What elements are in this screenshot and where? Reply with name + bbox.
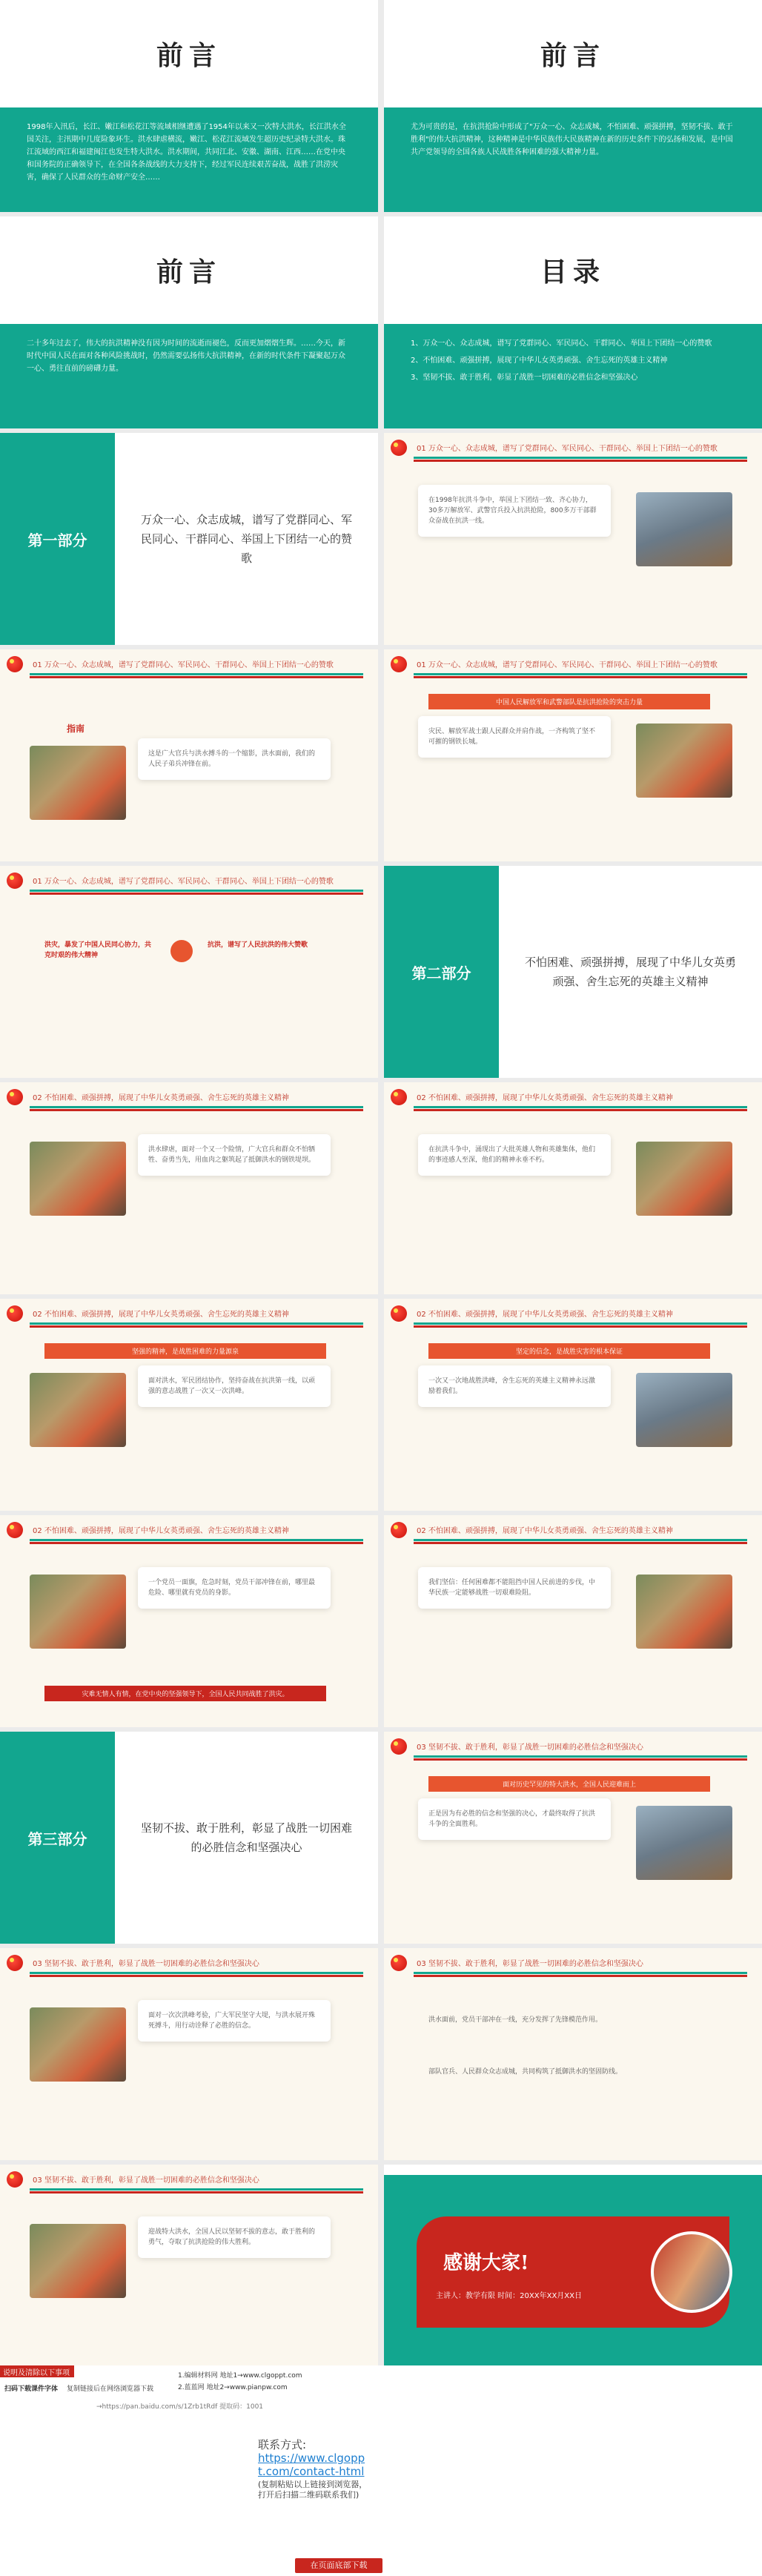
slide-12[interactable] xyxy=(384,1082,762,1294)
slide-title-area xyxy=(0,0,378,107)
header-text: 01 万众一心、众志成城，谱写了党群同心、军民同心、干群同心、举国上下团结一心的赞歌 xyxy=(33,878,334,886)
content-card xyxy=(138,738,331,780)
thanks-title: 感谢大家! xyxy=(443,2252,529,2274)
footnote-bar: 灾难无情人有情，在党中央的坚强领导下，全国人民共同战胜了洪灾。 xyxy=(44,1686,326,1701)
content-text: 在抗洪斗争中，涌现出了大批英雄人物和英雄集体，他们的事迹感人至深，他们的精神永垂不朽。 xyxy=(428,1146,596,1164)
red-heading: 坚定的信念，是战胜灾害的根本保证 xyxy=(428,1343,710,1359)
footer-left-title: 扫码下载课件字体 xyxy=(4,2385,59,2393)
slide-title-area xyxy=(384,216,762,324)
content-text: 洪水肆虐，面对一个又一个险情，广大官兵和群众不怕牺牲、奋勇当先，用血肉之躯筑起了抵御洪水的钢铁堤坝。 xyxy=(148,1146,316,1164)
intro-text: 1998年入汛后，长江、嫩江和松花江等流域相继遭遇了1954年以来又一次特大洪水，长江洪水全国关注，主汛期中几度险象环生。洪水肆虐横流，嫩江、松花江流域发生超历史纪录特大洪水。珠江流域的西江和福建闽江也发生特大洪水。洪水期间，共同江北、安徽、湖南、江西……在党中央和国务院的正确领导下，在全国各条战线的大力支持下，经过军民连续艰苦奋战，战胜了洪涝灾害，确保了人民群众的生命财产安全…… xyxy=(0,107,378,212)
download-button[interactable]: 在页面底部下载 xyxy=(295,2558,382,2573)
contact-label: 联系方式: xyxy=(258,2438,307,2451)
footer-link-1[interactable]: 1.编辑材料网 地址1→www.clgoppt.com xyxy=(178,2372,302,2380)
slide-header xyxy=(384,1732,762,1763)
content-text: 一次又一次地战胜洪峰，舍生忘死的英雄主义精神永远激励着我们。 xyxy=(428,1377,596,1395)
section-label: 第三部分 xyxy=(0,1732,115,1944)
sun-icon xyxy=(391,656,407,672)
header-text: 02 不怕困难、顽强拼搏，展现了中华儿女英勇顽强、舍生忘死的英雄主义精神 xyxy=(417,1094,673,1102)
slide-3[interactable] xyxy=(0,216,378,428)
content-card xyxy=(138,2000,331,2042)
contact-note: (复制粘贴以上链接到浏览器，打开后扫描二维码联系我们) xyxy=(258,2480,368,2500)
slide-6[interactable] xyxy=(384,433,762,645)
content-card xyxy=(418,1567,611,1609)
content-card xyxy=(138,2216,331,2258)
sun-icon xyxy=(391,1089,407,1105)
toc-item[interactable]: 2、不怕困难、顽强拼搏，展现了中华儿女英勇顽强、舍生忘死的英雄主义精神 xyxy=(411,357,668,365)
header-text: 02 不怕困难、顽强拼搏，展现了中华儿女英勇顽强、舍生忘死的英雄主义精神 xyxy=(33,1527,289,1535)
content-photo xyxy=(30,2224,126,2298)
slide-19[interactable] xyxy=(0,1948,378,2160)
content-text: 在1998年抗洪斗争中，举国上下团结一致、齐心协力，30多万解放军、武警官兵投入抗洪抢险，800多万干部群众奋战在抗洪一线。 xyxy=(428,497,597,525)
header-text: 02 不怕困难、顽强拼搏，展现了中华儿女英勇顽强、舍生忘死的英雄主义精神 xyxy=(33,1094,289,1102)
thanks-subtitle: 主讲人：教学有限 时间：20XX年XX月XX日 xyxy=(436,2292,583,2300)
content-photo xyxy=(636,1142,732,1216)
slide-title-area xyxy=(0,216,378,324)
header-text: 01 万众一心、众志成城，谱写了党群同心、军民同心、干群同心、举国上下团结一心的赞歌 xyxy=(417,445,718,453)
content-photo xyxy=(30,1575,126,1649)
content-photo xyxy=(30,746,126,820)
sun-icon xyxy=(391,440,407,456)
content-card xyxy=(418,485,611,537)
sun-icon xyxy=(7,1522,23,1538)
content-text: 迎战特大洪水，全国人民以坚韧不拔的意志，敢于胜利的勇气，夺取了抗洪抢险的伟大胜利。 xyxy=(148,2228,316,2246)
footer-pan-link[interactable]: →https://pan.baidu.com/s/1Zrb1tRdf 提取码：1001 xyxy=(96,2403,264,2411)
content-card xyxy=(138,1365,331,1407)
slide-header xyxy=(384,433,762,464)
sun-icon xyxy=(7,1089,23,1105)
content-photo xyxy=(30,2007,126,2082)
header-text: 01 万众一心、众志成城，谱写了党群同心、军民同心、干群同心、举国上下团结一心的赞歌 xyxy=(417,661,718,669)
intro-text: 二十多年过去了，伟大的抗洪精神没有因为时间的流逝而褪色，反而更加熠熠生辉。……今天，新时代中国人民在面对各种风险挑战时，仍然需要弘扬伟大抗洪精神，在新的时代条件下凝聚起万众一心、勇往直前的磅礴力量。 xyxy=(0,324,378,428)
slide-header xyxy=(384,649,762,681)
sun-icon xyxy=(391,1955,407,1971)
sun-icon xyxy=(391,1522,407,1538)
content-photo xyxy=(636,492,732,566)
content-text: 一个党员一面旗，危急时刻，党员干部冲锋在前，哪里最危险、哪里就有党员的身影。 xyxy=(148,1579,316,1597)
sun-icon xyxy=(391,1305,407,1322)
section-heading: 不怕困难、顽强拼搏，展现了中华儿女英勇顽强、舍生忘死的英雄主义精神 xyxy=(499,866,762,1078)
contact-url[interactable]: https://www.clgoppt.com/contact-html xyxy=(258,2451,365,2478)
content-text: 正是因为有必胜的信念和坚强的决心，才最终取得了抗洪斗争的全面胜利。 xyxy=(428,1810,596,1828)
contact-block xyxy=(258,2438,369,2500)
slide-title: 前言 xyxy=(540,40,606,71)
content-photo xyxy=(636,1373,732,1447)
section-heading: 万众一心、众志成城，谱写了党群同心、军民同心、干群同心、举国上下团结一心的赞歌 xyxy=(115,433,378,645)
slide-13[interactable] xyxy=(0,1299,378,1511)
slide-7[interactable] xyxy=(0,649,378,861)
slide-header xyxy=(0,1948,378,1979)
intro-text: 尤为可贵的是，在抗洪抢险中形成了"万众一心、众志成城，不怕困难、顽强拼搏，坚韧不拔、敢于胜利"的伟大抗洪精神，这种精神是中华民族伟大民族精神在新的历史条件下的弘扬和发展，是中国共产党领导的全国各族人民战胜各种困难的强大精神力量。 xyxy=(384,107,762,212)
slide-header xyxy=(0,649,378,681)
header-text: 03 坚韧不拔、敢于胜利，彰显了战胜一切困难的必胜信念和坚强决心 xyxy=(33,1960,259,1968)
notice-bar: 说明及清除以下事项 xyxy=(0,2365,74,2377)
slide-17[interactable] xyxy=(0,1732,378,1944)
content-photo xyxy=(636,1806,732,1880)
slide-title: 目录 xyxy=(540,256,606,288)
slide-15[interactable] xyxy=(0,1515,378,1727)
content-card xyxy=(418,716,611,758)
sun-icon xyxy=(7,656,23,672)
content-photo xyxy=(636,1575,732,1649)
footer-left-sub: 复制链接后在网络浏览器下载 xyxy=(67,2385,154,2393)
sun-icon xyxy=(7,2171,23,2188)
red-heading: 中国人民解放军和武警部队是抗洪抢险的突击力量 xyxy=(428,694,710,709)
slide-18[interactable] xyxy=(384,1732,762,1944)
header-text: 03 坚韧不拔、敢于胜利，彰显了战胜一切困难的必胜信念和坚强决心 xyxy=(33,2176,259,2185)
slide-title: 前言 xyxy=(156,40,222,71)
content-photo xyxy=(30,1142,126,1216)
red-heading: 面对历史罕见的特大洪水，全国人民迎难而上 xyxy=(428,1776,710,1792)
slide-8[interactable] xyxy=(384,649,762,861)
header-text: 03 坚韧不拔、敢于胜利，彰显了战胜一切困难的必胜信念和坚强决心 xyxy=(417,1960,643,1968)
sun-icon xyxy=(7,873,23,889)
slide-10[interactable] xyxy=(384,866,762,1078)
slide-5[interactable] xyxy=(0,433,378,645)
center-dot xyxy=(170,940,193,962)
slide-1[interactable] xyxy=(0,0,378,212)
content-card xyxy=(138,1134,331,1176)
left-title: 洪灾，暴发了中国人民同心协力，共克时艰的伟大精神 xyxy=(44,941,152,959)
header-text: 02 不怕困难、顽强拼搏，展现了中华儿女英勇顽强、舍生忘死的英雄主义精神 xyxy=(417,1311,673,1319)
card-title: 指南 xyxy=(67,724,85,734)
slide-9[interactable] xyxy=(0,866,378,1078)
bullet-item: 部队官兵、人民群众众志成城，共同构筑了抵御洪水的坚固防线。 xyxy=(428,2068,623,2076)
content-card xyxy=(418,1798,611,1840)
slide-header xyxy=(0,1082,378,1113)
footer-link-2[interactable]: 2.蓝蓝网 地址2→www.pianpw.com xyxy=(178,2384,288,2391)
sun-icon xyxy=(7,1305,23,1322)
thanks-photo xyxy=(651,2231,732,2313)
section-label: 第二部分 xyxy=(384,866,499,1078)
slide-14[interactable] xyxy=(384,1299,762,1511)
right-title: 抗洪，谱写了人民抗洪的伟大赞歌 xyxy=(208,941,308,949)
content-photo xyxy=(30,1373,126,1447)
sun-icon xyxy=(7,1955,23,1971)
slide-header xyxy=(384,1299,762,1330)
slide-header xyxy=(0,866,378,897)
slide-title-area xyxy=(384,0,762,107)
slide-2[interactable] xyxy=(384,0,762,212)
bullet-item: 洪水面前，党员干部冲在一线，充分发挥了先锋模范作用。 xyxy=(428,2016,603,2024)
slide-11[interactable] xyxy=(0,1082,378,1294)
header-text: 01 万众一心、众志成城，谱写了党群同心、军民同心、干群同心、举国上下团结一心的赞歌 xyxy=(33,661,334,669)
slide-header xyxy=(0,1299,378,1330)
content-text: 面对一次次洪峰考验，广大军民坚守大堤，与洪水展开殊死搏斗，用行动诠释了必胜的信念。 xyxy=(148,2012,316,2030)
red-heading: 坚强的精神，是战胜困难的力量源泉 xyxy=(44,1343,326,1359)
toc-item[interactable]: 3、坚韧不拔、敢于胜利，彰显了战胜一切困难的必胜信念和坚强决心 xyxy=(411,374,638,382)
slide-header xyxy=(0,1515,378,1546)
slide-16[interactable] xyxy=(384,1515,762,1727)
slide-header xyxy=(0,2165,378,2196)
header-text: 02 不怕困难、顽强拼搏，展现了中华儿女英勇顽强、舍生忘死的英雄主义精神 xyxy=(33,1311,289,1319)
header-text: 02 不怕困难、顽强拼搏，展现了中华儿女英勇顽强、舍生忘死的英雄主义精神 xyxy=(417,1527,673,1535)
toc-list xyxy=(384,324,762,428)
content-text: 我们坚信：任何困难都不能阻挡中国人民前进的步伐，中华民族一定能够战胜一切艰难险阻。 xyxy=(428,1579,596,1597)
content-card xyxy=(138,1567,331,1609)
slide-title: 前言 xyxy=(156,256,222,288)
slide-header xyxy=(384,1082,762,1113)
content-text: 面对洪水，军民团结协作，坚持奋战在抗洪第一线，以顽强的意志战胜了一次又一次洪峰。 xyxy=(148,1377,316,1395)
slide-21[interactable] xyxy=(0,2165,378,2377)
slide-4[interactable] xyxy=(384,216,762,428)
section-label: 第一部分 xyxy=(0,433,115,645)
slide-22[interactable] xyxy=(384,2165,762,2377)
slide-header xyxy=(384,1515,762,1546)
content-text: 这是广大官兵与洪水搏斗的一个缩影，洪水面前，我们的人民子弟兵冲锋在前。 xyxy=(148,750,316,768)
content-photo xyxy=(636,724,732,798)
section-heading: 坚韧不拔、敢于胜利，彰显了战胜一切困难的必胜信念和坚强决心 xyxy=(115,1732,378,1944)
header-text: 03 坚韧不拔、敢于胜利，彰显了战胜一切困难的必胜信念和坚强决心 xyxy=(417,1744,643,1752)
toc-item[interactable]: 1、万众一心、众志成城，谱写了党群同心、军民同心、干群同心、举国上下团结一心的赞歌 xyxy=(411,340,712,348)
slide-20[interactable] xyxy=(384,1948,762,2160)
slide-header xyxy=(384,1948,762,1979)
content-card xyxy=(418,1365,611,1407)
sun-icon xyxy=(391,1738,407,1755)
content-text: 灾民、解放军战士跟人民群众并肩作战，一齐构筑了坚不可摧的钢铁长城。 xyxy=(428,728,596,746)
content-card xyxy=(418,1134,611,1176)
download-footer xyxy=(0,2365,762,2576)
